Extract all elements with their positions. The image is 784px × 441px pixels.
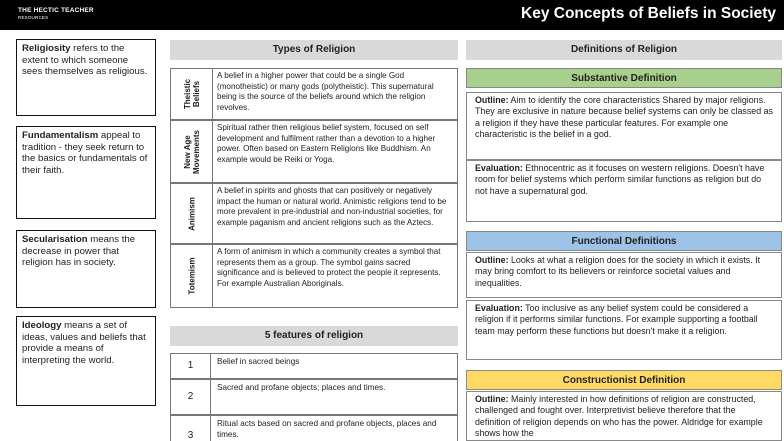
feature-number: 2 xyxy=(171,380,211,414)
feature-row xyxy=(170,353,458,379)
definition-term: Religiosity xyxy=(22,43,71,54)
feature-row xyxy=(170,415,458,441)
definition-ideology xyxy=(16,316,156,406)
religion-type-new-age xyxy=(170,120,458,183)
functional-outline xyxy=(466,252,782,298)
outline-text: Looks at what a religion does for the society in which it exists. It may bring comfort to its believers or reinforce societal values and inequalities. xyxy=(475,255,761,288)
religion-type-description: A belief in a higher power that could be a single God (monotheistic) or many gods (polytheistic). This supernatural being is the source of the beliefs around which the religion revolves. xyxy=(217,71,434,112)
religion-type-label: Totemism xyxy=(187,257,196,295)
definition-secularisation xyxy=(16,230,156,308)
religion-type-animism xyxy=(170,183,458,244)
definition-religiosity xyxy=(16,39,156,116)
religion-type-description: A belief in spirits and ghosts that can positively or negatively impact the human or natural world. Animistic religions tend to be more prevalent in pre-industrial and non-industrial societies, for example paganism and ancient religions such as the Aztecs. xyxy=(217,186,447,227)
substantive-definition-heading: Substantive Definition xyxy=(466,68,782,88)
features-heading: 5 features of religion xyxy=(170,326,458,346)
definition-text: means the decrease in power that religion has in society. xyxy=(22,234,136,268)
substantive-outline xyxy=(466,92,782,160)
outline-label: Outline: xyxy=(475,394,509,404)
definition-term: Ideology xyxy=(22,320,62,331)
religion-type-description: A form of animism in which a community creates a symbol that represents them as a group. The symbol gains sacred significance and is believed to protect the people it represents. For example Australian Aboriginals. xyxy=(217,247,441,288)
feature-row xyxy=(170,379,458,415)
feature-text: Sacred and profane objects; places and times. xyxy=(217,383,386,392)
religion-type-totemism xyxy=(170,244,458,308)
evaluation-text: Too inclusive as any belief system could be considered a religion if it performs similar functions. For example supporting a football team may perform these functions but doesn't make it a religion. xyxy=(475,303,758,336)
definition-text: refers to the extent to which someone sees themselves as religious. xyxy=(22,43,148,77)
functional-evaluation xyxy=(466,300,782,360)
feature-text: Ritual acts based on sacred and profane objects, places and times. xyxy=(217,419,437,439)
religion-type-description: Spiritual rather then religious belief system, focused on self development and fulfilment rather than a devotion to a higher power. Often based on Eastern Religions like Buddhism. An example would be Reiki or Yoga. xyxy=(217,123,436,164)
outline-label: Outline: xyxy=(475,95,509,105)
feature-number: 3 xyxy=(171,416,211,441)
outline-label: Outline: xyxy=(475,255,509,265)
religion-type-label: New Age Movements xyxy=(182,129,201,174)
brand-logo xyxy=(18,7,94,21)
evaluation-label: Evaluation: xyxy=(475,303,523,313)
definition-term: Fundamentalism xyxy=(22,130,99,141)
outline-text: Mainly interested in how definitions of religion are constructed, challenged and fought over. Interpretivist believe therefore that the definition of religion depends on who has the power. Aldridge for example shows how the xyxy=(475,394,763,438)
functional-definition-heading: Functional Definitions xyxy=(466,231,782,251)
evaluation-text: Ethnocentric as it focuses on western religions. Doesn't have room for belief systems which perform similar functions as religion but do not have a supernatural god. xyxy=(475,163,765,196)
feature-text: Belief in sacred beings xyxy=(217,357,300,366)
types-of-religion-heading: Types of Religion xyxy=(170,40,458,60)
definition-fundamentalism xyxy=(16,126,156,219)
definition-text: means a set of ideas, values and beliefs that provide a means of interpreting the world. xyxy=(22,320,146,366)
definition-text: appeal to tradition - they seek return to the basics or fundamentals of their faith. xyxy=(22,130,148,176)
brand-subtitle: RESOURCES xyxy=(18,15,49,20)
evaluation-label: Evaluation: xyxy=(475,163,523,173)
header-bar xyxy=(0,0,784,30)
religion-type-label: Theistic Beliefs xyxy=(182,78,201,110)
outline-text: Aim to identify the core characteristics Shared by major religions. They are exclusive in nature because belief systems can only be classed as a religion if they have these particular features. For example one characteristic is the belief in a god. xyxy=(475,95,773,139)
page-title: Key Concepts of Beliefs in Society xyxy=(521,5,776,22)
brand-name: THE HECTIC TEACHER xyxy=(18,7,94,14)
religion-type-theistic xyxy=(170,68,458,120)
religion-type-label: Animism xyxy=(187,196,196,231)
constructionist-outline xyxy=(466,391,782,441)
definition-term: Secularisation xyxy=(22,234,88,245)
substantive-evaluation xyxy=(466,160,782,222)
feature-number: 1 xyxy=(171,354,211,378)
constructionist-definition-heading: Constructionist Definition xyxy=(466,370,782,390)
definitions-of-religion-heading: Definitions of Religion xyxy=(466,40,782,60)
